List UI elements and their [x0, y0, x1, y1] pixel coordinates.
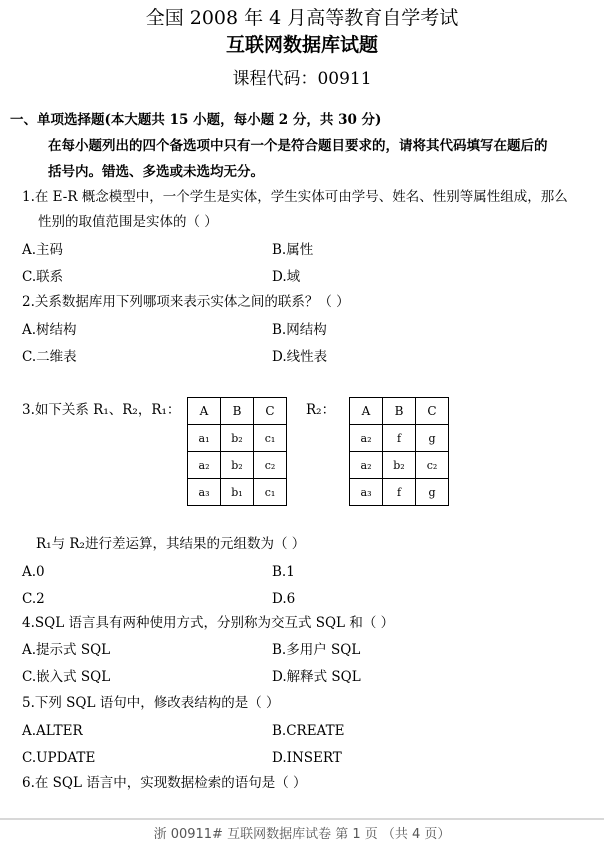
table-row: [350, 479, 449, 506]
table-cell: c₁: [254, 425, 287, 452]
table-cell: b₁: [221, 479, 254, 506]
table-row: [350, 452, 449, 479]
table-cell: g: [416, 425, 449, 452]
question-6: 6.在 SQL 语言中，实现数据检索的语句是（ ）: [22, 775, 307, 791]
table-cell: f: [383, 425, 416, 452]
instructions-line-2: 括号内。错选、多选或未选均无分。: [48, 164, 264, 180]
table-cell: c₂: [254, 452, 287, 479]
instructions-line-1: 在每小题列出的四个备选项中只有一个是符合题目要求的，请将其代码填写在题后的: [48, 138, 548, 154]
q1-option-d: D.域: [272, 269, 301, 285]
q2-option-c: C.二维表: [22, 349, 77, 365]
course-code: 课程代码：00911: [232, 69, 372, 89]
table-row: [188, 452, 287, 479]
table-cell: a₁: [188, 425, 221, 452]
q2-option-d: D.线性表: [272, 349, 328, 365]
table-header: C: [254, 398, 287, 425]
q3-option-b: B.1: [272, 564, 295, 580]
table-cell: c₂: [416, 452, 449, 479]
q4-option-a: A.提示式 SQL: [22, 642, 111, 658]
question-3-text: R₁与 R₂进行差运算，其结果的元组数为（ ）: [36, 536, 306, 552]
table-row: [188, 479, 287, 506]
question-4: 4.SQL 语言具有两种使用方式，分别称为交互式 SQL 和（ ）: [22, 615, 395, 631]
table-header: B: [383, 398, 416, 425]
q4-option-b: B.多用户 SQL: [272, 642, 361, 658]
q2-option-a: A.树结构: [22, 322, 77, 338]
page-footer: 浙 00911# 互联网数据库试卷 第 1 页 （共 4 页）: [153, 827, 451, 842]
q3-option-d: D.6: [272, 591, 296, 607]
section-heading: 一、单项选择题(本大题共 15 小题，每小题 2 分，共 30 分): [10, 112, 382, 128]
q3-option-a: A.0: [22, 564, 45, 580]
question-2: 2.关系数据库用下列哪项来表示实体之间的联系？（ ）: [22, 294, 350, 310]
table-cell: b₂: [221, 425, 254, 452]
table-cell: c₁: [254, 479, 287, 506]
table-cell: g: [416, 479, 449, 506]
q5-option-d: D.INSERT: [272, 750, 342, 766]
relation-r2-label: R₂：: [306, 402, 336, 418]
table-row: [188, 425, 287, 452]
q1-option-a: A.主码: [22, 242, 64, 258]
table-header: A: [188, 398, 221, 425]
subject-title: 互联网数据库试题: [225, 34, 378, 56]
q5-option-a: A.ALTER: [22, 723, 83, 739]
q1-option-c: C.联系: [22, 269, 64, 285]
q4-option-c: C.嵌入式 SQL: [22, 669, 111, 685]
table-cell: a₃: [188, 479, 221, 506]
table-cell: a₃: [350, 479, 383, 506]
relation-r1-table: [187, 397, 287, 506]
q1-option-b: B.属性: [272, 242, 314, 258]
q5-option-c: C.UPDATE: [22, 750, 96, 766]
question-5: 5.下列 SQL 语句中，修改表结构的是（ ）: [22, 695, 280, 711]
table-header: B: [221, 398, 254, 425]
relation-r2-table: [349, 397, 449, 506]
table-cell: a₂: [350, 452, 383, 479]
exam-title: 全国 2008 年 4 月高等教育自学考试: [145, 7, 459, 29]
question-1-line-1: 1.在 E-R 概念模型中，一个学生是实体，学生实体可由学号、姓名、性别等属性组成，那么: [22, 189, 568, 205]
table-cell: f: [383, 479, 416, 506]
q4-option-d: D.解释式 SQL: [272, 669, 361, 685]
table-header: A: [350, 398, 383, 425]
q2-option-b: B.网结构: [272, 322, 327, 338]
question-1-line-2: 性别的取值范围是实体的（ ）: [38, 214, 218, 230]
table-cell: b₂: [221, 452, 254, 479]
table-header: C: [416, 398, 449, 425]
table-row: [350, 425, 449, 452]
table-cell: a₂: [350, 425, 383, 452]
q5-option-b: B.CREATE: [272, 723, 345, 739]
table-cell: b₂: [383, 452, 416, 479]
footer-divider: [0, 818, 604, 820]
table-cell: a₂: [188, 452, 221, 479]
question-3-intro: 3.如下关系 R₁、R₂，R₁：: [22, 402, 181, 418]
q3-option-c: C.2: [22, 591, 45, 607]
